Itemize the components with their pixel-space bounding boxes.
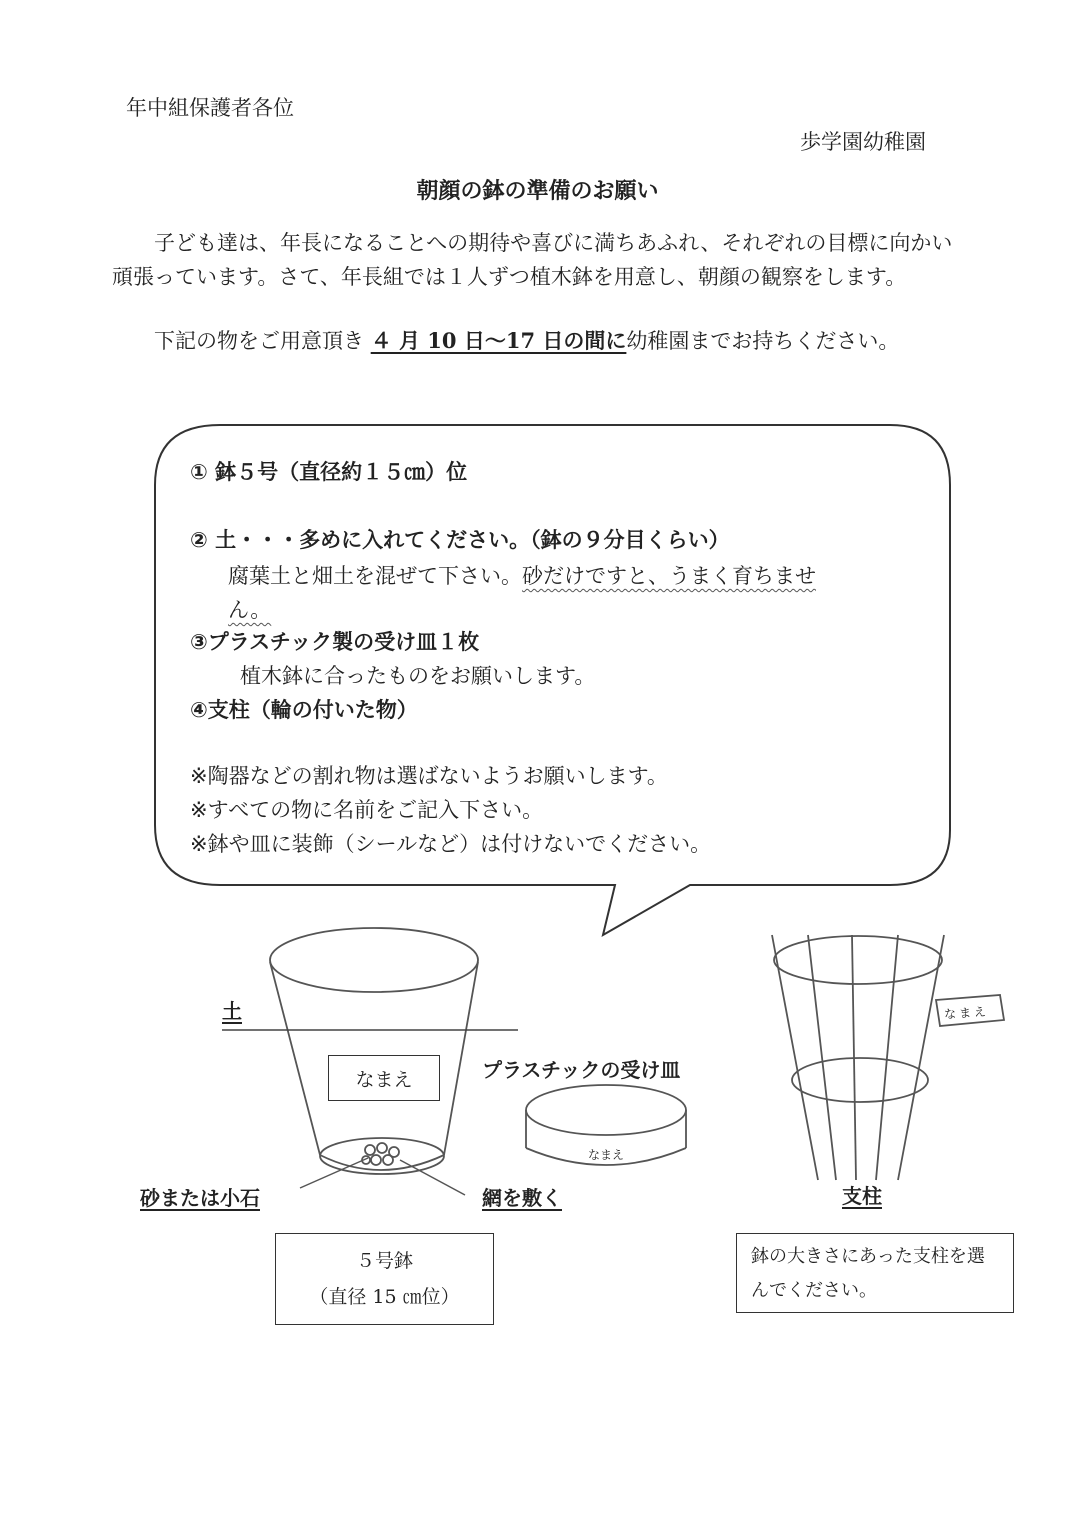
note-1: ※陶器などの割れ物は選ばないようお願いします。 xyxy=(190,764,668,788)
pot-info-line-2: （直径 15 ㎝位） xyxy=(309,1286,460,1308)
support-drawing xyxy=(772,935,1004,1180)
net-leader xyxy=(400,1160,465,1195)
addressee: 年中組保護者各位 xyxy=(126,96,294,120)
support-tag: なまえ xyxy=(943,1004,990,1022)
saucer-label: プラスチックの受け皿 xyxy=(482,1058,681,1082)
intro-text-2b: 幼稚園までお持ちください。 xyxy=(626,329,900,353)
item-2-note-warning: 砂だけですと、うまく育ちませ xyxy=(522,564,816,588)
pot-drawing xyxy=(270,928,478,1174)
pot-info-line-1: ５号鉢 xyxy=(355,1250,413,1272)
item-3: ③プラスチック製の受け皿１枚 xyxy=(190,630,480,654)
item-2-note-cont xyxy=(228,594,271,624)
stones-label: 砂または小石 xyxy=(140,1186,260,1210)
pot-info-box xyxy=(275,1233,494,1325)
item-2-note xyxy=(228,560,816,590)
intro-text-1: 子ども達は、年長になることへの期待や喜びに満ちあふれ、それぞれの目標に向かい頑張っています。さて、年長組では１人ずつ植木鉢を用意し、朝顔の観察をします。 xyxy=(112,231,953,289)
item-1: ① 鉢５号（直径約１５㎝）位 xyxy=(190,460,468,484)
item-2: ② 土・・・多めに入れてください。（鉢の９分目くらい） xyxy=(190,528,730,552)
date-emphasis: ４ 月 10 日〜17 日の間に xyxy=(370,328,627,353)
soil-label: 土 xyxy=(222,999,242,1023)
item-2-note-warning-cont: ん。 xyxy=(228,598,272,622)
item-3-note: 植木鉢に合ったものをお願いします。 xyxy=(240,664,596,688)
note-2: ※すべての物に名前をご記入下さい。 xyxy=(190,798,544,822)
intro-text-2a: 下記の物をご用意頂き xyxy=(154,329,364,353)
support-label: 支柱 xyxy=(842,1184,882,1208)
sender: 歩学園幼稚園 xyxy=(800,130,926,154)
stones-drawing xyxy=(362,1143,399,1165)
saucer-name: なまえ xyxy=(588,1148,625,1162)
support-info-box: 鉢の大きさにあった支柱を選んでください。 xyxy=(736,1233,1014,1313)
item-4: ④支柱（輪の付いた物） xyxy=(190,698,418,722)
item-2-note-plain: 腐葉土と畑土を混ぜて下さい。 xyxy=(228,564,522,588)
net-label: 網を敷く xyxy=(482,1186,562,1210)
page-title: 朝顔の鉢の準備のお願い xyxy=(416,178,659,204)
pot-name-box: なまえ xyxy=(328,1055,440,1101)
note-3: ※鉢や皿に装飾（シールなど）は付けないでください。 xyxy=(190,832,712,856)
